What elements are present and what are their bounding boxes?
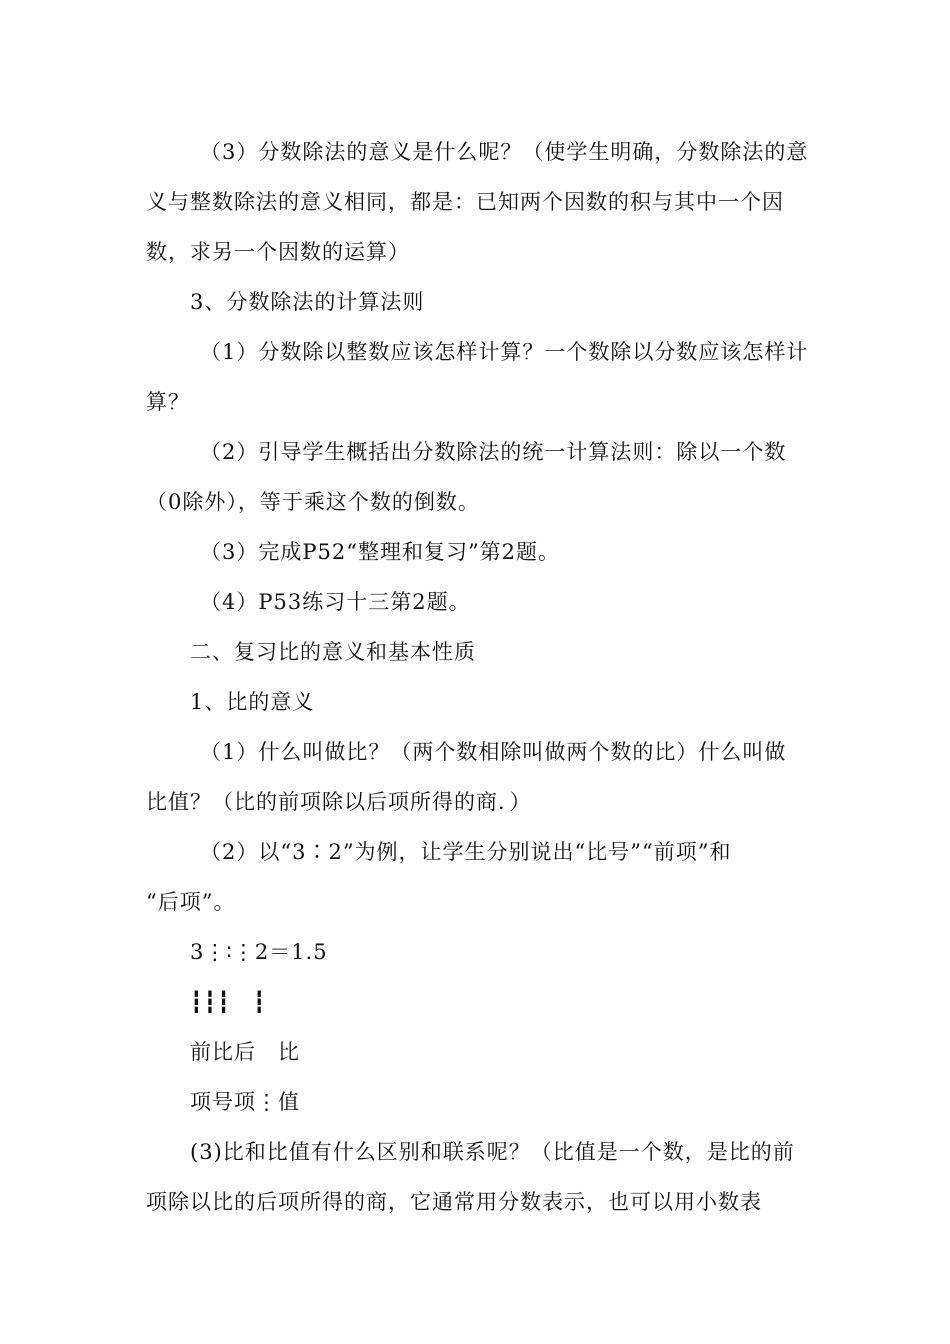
paragraph-line: （0除外），等于乘这个数的倒数。 bbox=[146, 490, 480, 514]
ratio-label-row: 前比后 比 bbox=[190, 1040, 300, 1064]
section-heading: 3、分数除法的计算法则 bbox=[190, 290, 425, 314]
paragraph-line: （2）以“3∶2”为例，让学生分别说出“比号”“前项”和 bbox=[200, 840, 732, 864]
paragraph-line: （2）引导学生概括出分数除法的统一计算法则：除以一个数 bbox=[200, 440, 787, 464]
paragraph-line: （4）P53练习十三第2题。 bbox=[200, 590, 471, 614]
paragraph-line: （3）完成P52“整理和复习”第2题。 bbox=[200, 540, 561, 564]
ratio-label-row: 项号项⋮值 bbox=[190, 1090, 300, 1114]
paragraph-line: （1）分数除以整数应该怎样计算？一个数除以分数应该怎样计 bbox=[200, 340, 809, 364]
paragraph-line: 义与整数除法的意义相同，都是：已知两个因数的积与其中一个因 bbox=[146, 190, 784, 214]
ratio-pointer-row: ┇┇┇ ┇ bbox=[190, 990, 267, 1014]
section-heading: 二、复习比的意义和基本性质 bbox=[190, 640, 476, 664]
ratio-example: 3⋮∶⋮2＝1.5 bbox=[190, 940, 328, 964]
paragraph-line: （1）什么叫做比？（两个数相除叫做两个数的比）什么叫做 bbox=[200, 740, 787, 764]
paragraph-line: （3）分数除法的意义是什么呢？（使学生明确，分数除法的意 bbox=[200, 140, 809, 164]
paragraph-line: 比值？（比的前项除以后项所得的商．） bbox=[146, 790, 532, 814]
paragraph-line: (3)比和比值有什么区别和联系呢？（比值是一个数，是比的前 bbox=[190, 1140, 795, 1164]
paragraph-line: 数，求另一个因数的运算） bbox=[146, 240, 410, 264]
paragraph-line: 算？ bbox=[146, 390, 190, 414]
paragraph-line: “后项”。 bbox=[146, 890, 236, 914]
paragraph-line: 项除以比的后项所得的商，它通常用分数表示，也可以用小数表 bbox=[146, 1190, 762, 1214]
section-heading: 1、比的意义 bbox=[190, 690, 315, 714]
